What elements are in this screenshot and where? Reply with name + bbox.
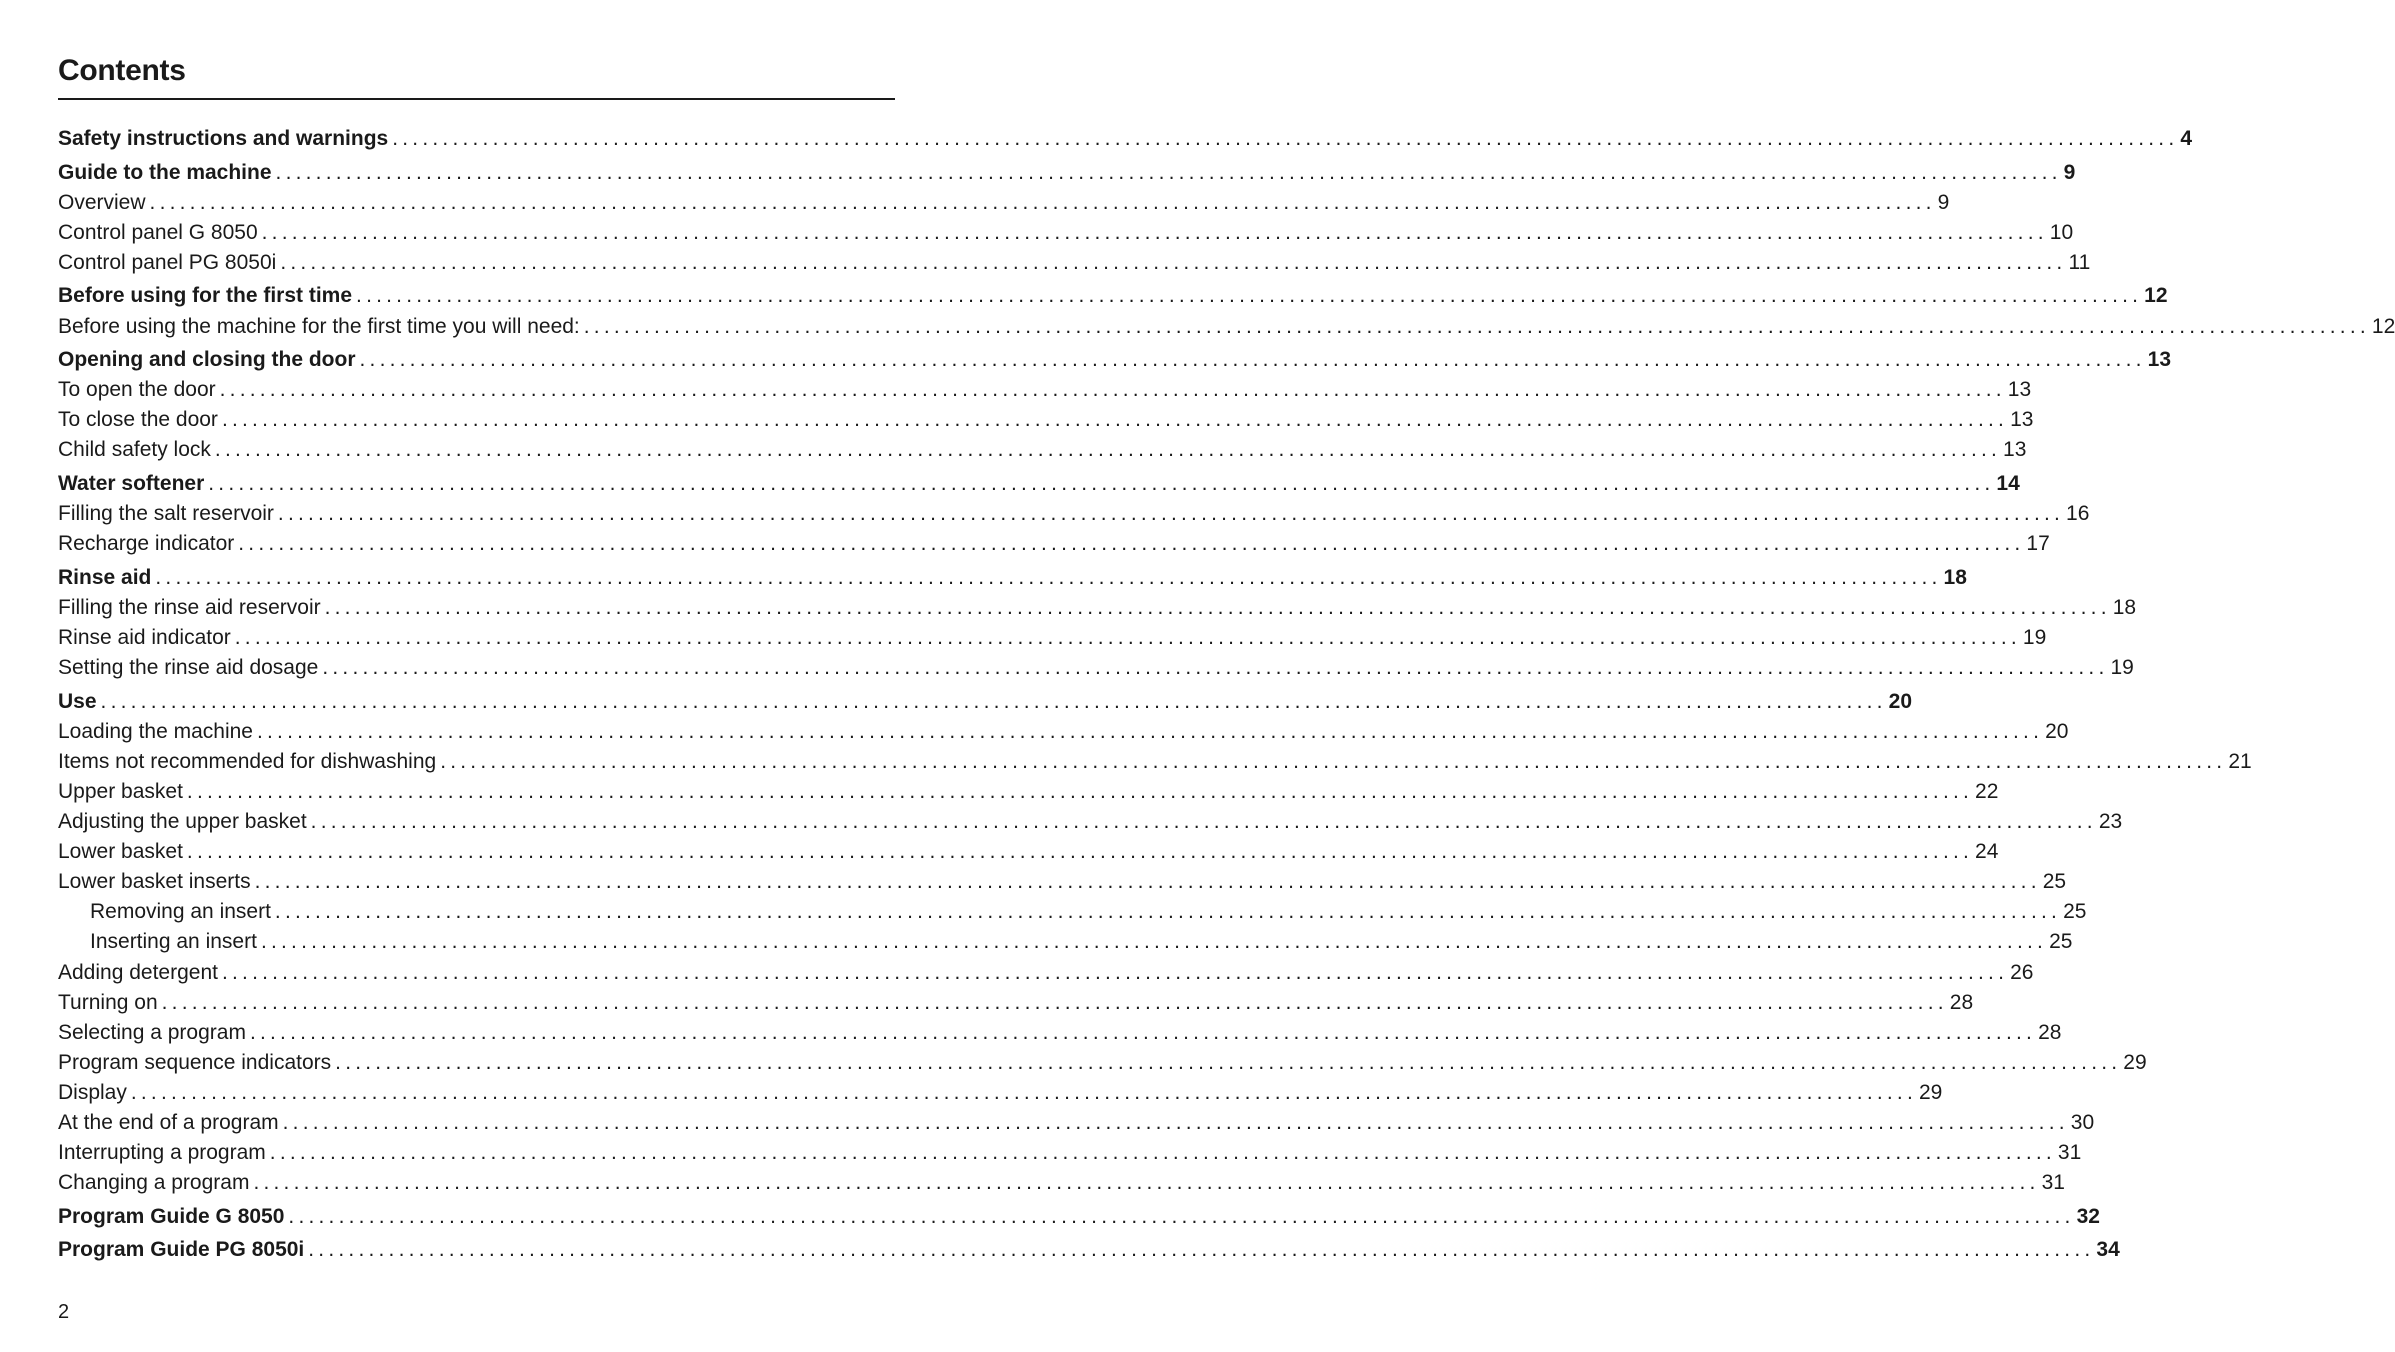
toc-entry-page: 30 [2070, 1111, 2095, 1134]
toc-entry[interactable] [58, 1138, 2082, 1168]
dot-leader: .................................................................................................................................................................................. [275, 160, 2062, 184]
toc-entry-label: Removing an insert [90, 900, 271, 924]
toc-entry[interactable] [58, 1202, 2100, 1232]
title-divider [58, 98, 895, 100]
toc-entry-page: 12 [2144, 284, 2168, 308]
toc-entry-page: 34 [2096, 1238, 2120, 1262]
toc-entry-label: Adding detergent [58, 960, 218, 984]
toc-entry-label: Before using for the first time [58, 284, 353, 308]
dot-leader: .................................................................................................................................................................................. [356, 284, 2143, 308]
toc-entry[interactable] [58, 1018, 2062, 1048]
toc-entry-label: Display [58, 1080, 127, 1104]
toc-entry-page: 32 [2076, 1204, 2100, 1228]
toc-entry-label: Turning on [58, 990, 158, 1014]
toc-entry-label: To open the door [58, 378, 216, 402]
dot-leader: .................................................................................................................................................................................. [335, 1050, 2122, 1074]
toc-entry-page: 9 [2063, 160, 2076, 184]
dot-leader: .................................................................................................................................................................................. [214, 438, 2002, 462]
dot-leader: .................................................................................................................................................................................. [282, 1111, 2069, 1134]
toc-entry-label: Interrupting a program [58, 1141, 266, 1165]
toc-entry-page: 18 [2112, 595, 2137, 619]
toc-entry-label: Overview [58, 190, 146, 214]
toc-entry-label: Opening and closing the door [58, 348, 356, 372]
dot-leader: .................................................................................................................................................................................. [155, 565, 1942, 589]
dot-leader: .................................................................................................................................................................................. [440, 749, 2227, 773]
toc-entry-label: Before using the machine for the first time you will need: [58, 314, 580, 338]
toc-entry[interactable] [58, 529, 2050, 559]
toc-entry-page: 21 [2228, 749, 2252, 773]
toc-entry-page: 18 [1943, 565, 1967, 589]
toc-entry-label: Child safety lock [58, 438, 211, 462]
toc-entry-label: Items not recommended for dishwashing [58, 749, 437, 773]
toc-entry-page: 13 [2003, 438, 2027, 462]
toc-entry-page: 16 [2066, 502, 2090, 526]
dot-leader: .................................................................................................................................................................................. [274, 900, 2062, 924]
dot-leader: .................................................................................................................................................................................. [221, 960, 2009, 984]
toc-entry-label: Filling the rinse aid reservoir [58, 595, 321, 619]
toc-entry-label: Lower basket [58, 840, 183, 864]
dot-leader: .................................................................................................................................................................................. [256, 719, 2044, 743]
toc-entry-page: 28 [1949, 990, 1974, 1014]
page-number: 2 [58, 1301, 70, 1323]
toc-entry-label: Program Guide PG 8050i [58, 1238, 305, 1262]
toc-entry[interactable] [58, 435, 2027, 465]
toc-entry[interactable] [58, 1048, 2147, 1078]
page-title: Contents [58, 54, 186, 87]
toc-entry[interactable] [58, 312, 2395, 342]
dot-leader: .................................................................................................................................................................................. [269, 1141, 2056, 1165]
toc-entry-page: 25 [2049, 930, 2073, 954]
toc-entry-page: 17 [2026, 532, 2050, 556]
dot-leader: .................................................................................................................................................................................. [234, 626, 2021, 649]
toc-entry[interactable] [58, 777, 1999, 807]
dot-leader: .................................................................................................................................................................................. [238, 532, 2025, 556]
toc-entry-page: 19 [2022, 626, 2047, 649]
toc-entry-page: 31 [2041, 1171, 2065, 1195]
toc-entry[interactable] [58, 218, 2074, 248]
toc-entry-page: 23 [2098, 810, 2123, 834]
dot-leader: .................................................................................................................................................................................. [161, 990, 1948, 1014]
dot-leader: .................................................................................................................................................................................. [249, 1020, 2037, 1044]
toc-entry-page: 26 [2010, 960, 2034, 984]
dot-leader: .................................................................................................................................................................................. [254, 870, 2041, 894]
toc-entry-page: 20 [1888, 689, 1913, 713]
toc-entry[interactable] [58, 927, 2073, 957]
dot-leader: .................................................................................................................................................................................. [322, 656, 2109, 680]
toc-entry-page: 25 [2063, 900, 2087, 924]
toc-entry[interactable] [58, 623, 2047, 653]
toc-entry-label: Safety instructions and warnings [58, 127, 389, 150]
toc-entry[interactable] [58, 593, 2137, 623]
toc-entry-page: 14 [1996, 472, 2020, 496]
dot-leader: .................................................................................................................................................................................. [392, 127, 2179, 150]
dot-leader: .................................................................................................................................................................................. [310, 810, 2097, 834]
toc-entry[interactable] [58, 747, 2252, 777]
toc-entry-label: Control panel PG 8050i [58, 250, 277, 274]
toc-entry[interactable] [58, 188, 1950, 218]
toc-entry-page: 25 [2042, 870, 2067, 894]
toc-entry-label: Rinse aid indicator [58, 626, 231, 649]
table-of-contents [58, 124, 2395, 1265]
toc-entry[interactable] [58, 958, 2034, 988]
dot-leader: .................................................................................................................................................................................. [277, 502, 2065, 526]
toc-entry-page: 22 [1975, 779, 1999, 803]
toc-entry-label: Setting the rinse aid dosage [58, 656, 319, 680]
dot-leader: .................................................................................................................................................................................. [359, 348, 2146, 372]
toc-entry-page: 13 [2010, 408, 2034, 432]
dot-leader: .................................................................................................................................................................................. [186, 840, 1974, 864]
toc-entry-label: To close the door [58, 408, 218, 432]
toc-entry[interactable] [58, 124, 2193, 154]
toc-entry-label: Water softener [58, 472, 205, 496]
dot-leader: .................................................................................................................................................................................. [280, 250, 2067, 274]
toc-entry-label: Loading the machine [58, 719, 253, 743]
toc-entry[interactable] [58, 405, 2034, 435]
dot-leader: .................................................................................................................................................................................. [130, 1080, 1917, 1104]
toc-entry-page: 28 [2038, 1020, 2062, 1044]
toc-entry-page: 12 [2371, 314, 2395, 338]
toc-entry-page: 9 [1937, 190, 1950, 214]
toc-entry[interactable] [58, 375, 2032, 405]
toc-entry[interactable] [58, 988, 1974, 1018]
dot-leader: .................................................................................................................................................................................. [253, 1171, 2040, 1195]
toc-entry-label: Filling the salt reservoir [58, 502, 274, 526]
toc-entry-page: 13 [2147, 348, 2171, 372]
toc-entry-page: 29 [2123, 1050, 2147, 1074]
toc-entry-page: 4 [2180, 127, 2193, 150]
toc-entry-page: 10 [2049, 220, 2074, 244]
toc-entry[interactable] [58, 1108, 2095, 1138]
toc-entry-page: 24 [1975, 840, 1999, 864]
toc-entry[interactable] [58, 837, 1999, 867]
toc-entry[interactable] [58, 867, 2067, 897]
toc-entry[interactable] [58, 897, 2087, 927]
toc-entry[interactable] [58, 1235, 2120, 1265]
toc-entry-label: At the end of a program [58, 1111, 279, 1134]
toc-entry-label: Program Guide G 8050 [58, 1204, 285, 1228]
dot-leader: .................................................................................................................................................................................. [219, 378, 2006, 402]
toc-entry-page: 13 [2007, 378, 2032, 402]
toc-entry[interactable] [58, 653, 2134, 683]
toc-entry-label: Rinse aid [58, 565, 152, 589]
toc-entry-label: Upper basket [58, 779, 183, 803]
toc-entry[interactable] [58, 717, 2069, 747]
toc-entry-label: Inserting an insert [90, 930, 257, 954]
toc-entry-label: Program sequence indicators [58, 1050, 332, 1074]
toc-entry-label: Lower basket inserts [58, 870, 251, 894]
toc-entry-label: Selecting a program [58, 1020, 246, 1044]
toc-entry[interactable] [58, 1078, 1943, 1108]
toc-entry[interactable] [58, 563, 1967, 593]
dot-leader: .................................................................................................................................................................................. [324, 595, 2111, 619]
toc-entry-label: Changing a program [58, 1171, 250, 1195]
dot-leader: .................................................................................................................................................................................. [583, 314, 2370, 338]
dot-leader: .................................................................................................................................................................................. [288, 1204, 2075, 1228]
toc-entry-label: Recharge indicator [58, 532, 235, 556]
dot-leader: .................................................................................................................................................................................. [260, 930, 2048, 954]
toc-entry[interactable] [58, 345, 2171, 375]
toc-entry-label: Guide to the machine [58, 160, 272, 184]
toc-entry[interactable] [58, 158, 2076, 188]
toc-entry[interactable] [58, 807, 2123, 837]
toc-entry[interactable] [58, 248, 2091, 278]
toc-entry[interactable] [58, 1168, 2065, 1198]
toc-entry-page: 29 [1919, 1080, 1943, 1104]
dot-leader: .................................................................................................................................................................................. [149, 190, 1936, 214]
toc-entry[interactable] [58, 281, 2168, 311]
dot-leader: .................................................................................................................................................................................. [261, 220, 2048, 244]
dot-leader: .................................................................................................................................................................................. [308, 1238, 2095, 1262]
toc-entry-page: 20 [2045, 719, 2069, 743]
dot-leader: .................................................................................................................................................................................. [186, 779, 1974, 803]
dot-leader: .................................................................................................................................................................................. [208, 472, 1995, 496]
toc-entry-label: Control panel G 8050 [58, 220, 258, 244]
toc-entry[interactable] [58, 499, 2090, 529]
toc-entry[interactable] [58, 469, 2020, 499]
toc-entry-page: 19 [2110, 656, 2134, 680]
dot-leader: .................................................................................................................................................................................. [100, 689, 1887, 713]
toc-entry-label: Adjusting the upper basket [58, 810, 307, 834]
toc-entry-page: 31 [2057, 1141, 2082, 1165]
dot-leader: .................................................................................................................................................................................. [221, 408, 2009, 432]
toc-entry[interactable] [58, 687, 1913, 717]
toc-entry-label: Use [58, 689, 97, 713]
toc-entry-page: 11 [2068, 250, 2091, 274]
